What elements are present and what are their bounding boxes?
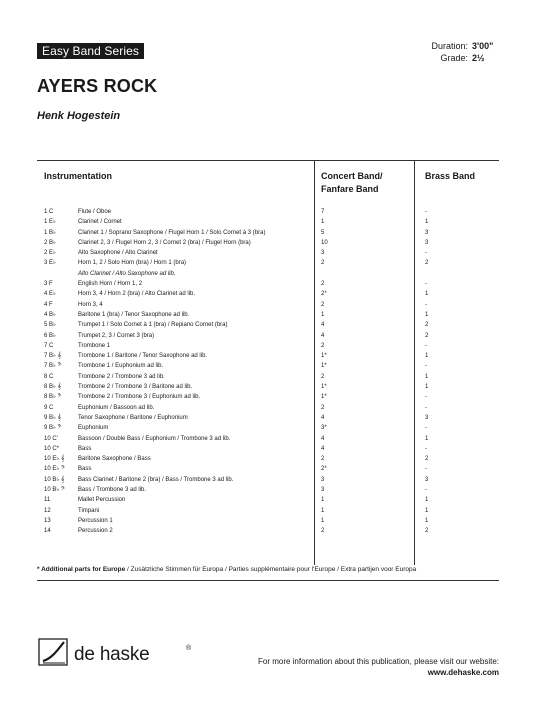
logo-registered-mark: ®	[186, 645, 192, 652]
concert-band-count: 2	[321, 373, 325, 380]
brass-band-count: 2	[425, 332, 429, 339]
brass-band-count: 2	[425, 322, 429, 329]
brass-band-count: 1	[425, 373, 429, 380]
footnote	[37, 566, 416, 573]
part-number: 8 C	[44, 373, 54, 380]
concert-band-count: 4	[321, 332, 325, 339]
grade-label: Grade:	[440, 53, 468, 63]
concert-band-count: 3	[321, 476, 325, 483]
concert-band-count: 2	[321, 342, 325, 349]
brass-band-count: -	[425, 404, 427, 411]
concert-band-count: 10	[321, 239, 328, 246]
instrument-name: Trombone 1 / Euphonium ad lib.	[78, 363, 164, 370]
instrument-name: Percussion 2	[78, 528, 113, 535]
piece-title: AYERS ROCK	[37, 76, 158, 96]
table-row	[0, 382, 533, 392]
table-row	[0, 475, 533, 485]
duration-value: 3'00"	[472, 41, 494, 51]
concert-band-count: 1	[321, 311, 325, 318]
brass-band-count: 1	[425, 517, 429, 524]
brass-band-count: -	[425, 342, 427, 349]
more-info	[200, 656, 499, 678]
part-number: 2 E♭	[44, 250, 56, 257]
part-number: 7 B♭ 𝄞	[44, 353, 62, 360]
brass-band-count: -	[425, 425, 427, 432]
part-number: 13	[44, 517, 51, 524]
concert-band-count: 4	[321, 445, 325, 452]
table-row-note	[0, 269, 533, 279]
instrument-name: Horn 1, 2 / Solo Horn (bra) / Horn 1 (bra)	[78, 260, 187, 267]
table-row	[0, 248, 533, 258]
part-number: 4 F	[44, 301, 53, 308]
brass-band-count: -	[425, 445, 427, 452]
concert-band-count: 1*	[321, 384, 327, 391]
instrument-name: Baritone Saxophone / Bass	[78, 456, 151, 463]
piece-metadata	[400, 40, 500, 64]
part-number: 1 E♭	[44, 219, 56, 226]
table-row	[0, 495, 533, 505]
concert-band-count: 2	[321, 301, 325, 308]
grade-value: 2½	[472, 53, 485, 63]
brass-band-count: 1	[425, 497, 429, 504]
brass-band-count: 1	[425, 291, 429, 298]
brass-band-count: -	[425, 281, 427, 288]
part-number: 3 F	[44, 281, 53, 288]
brass-band-count: 3	[425, 476, 429, 483]
part-number: 10 C*	[44, 445, 60, 452]
concert-band-count: 4	[321, 322, 325, 329]
table-row	[0, 289, 533, 299]
part-number: 4 E♭	[44, 291, 56, 298]
instrument-name: Trumpet 2, 3 / Cornet 3 (bra)	[78, 332, 155, 339]
instrument-name: Mallet Percussion	[78, 497, 126, 504]
table-row	[0, 485, 533, 495]
table-row	[0, 454, 533, 464]
part-number: 8 B♭ 𝄞	[44, 384, 62, 391]
instrument-name: Trombone 2 / Trombone 3 ad lib.	[78, 373, 165, 380]
instrument-name: Bass / Trombone 3 ad lib.	[78, 487, 147, 494]
concert-band-count: 2*	[321, 466, 327, 473]
table-row	[0, 217, 533, 227]
concert-band-count: 7	[321, 209, 325, 215]
instrument-name: Bass	[78, 466, 92, 473]
logo-wordmark: de haske	[74, 644, 150, 665]
brass-band-count: 1	[425, 353, 429, 360]
table-row	[0, 207, 533, 217]
instrument-name: English Horn / Horn 1, 2	[78, 281, 143, 288]
part-number: 3 E♭	[44, 260, 56, 267]
concert-band-count: 3	[321, 487, 325, 494]
brass-band-count: 1	[425, 384, 429, 391]
instrument-name: Trumpet 1 / Solo Cornet à 1 (bra) / Repiano Cornet (bra)	[78, 322, 228, 329]
instrument-name: Euphonium	[78, 425, 109, 432]
duration-label: Duration:	[431, 41, 468, 51]
instrument-name: Euphonium / Bassoon ad lib.	[78, 404, 155, 411]
table-row	[0, 331, 533, 341]
brass-band-count: 1	[425, 311, 429, 318]
instrument-name: Alto Saxophone / Alto Clarinet	[78, 250, 158, 257]
instrument-name: Clarinet / Cornet	[78, 219, 122, 226]
brass-band-count: 1	[425, 507, 429, 514]
part-number: 11	[44, 497, 51, 504]
concert-band-count: 2	[321, 528, 325, 535]
concert-band-count: 2	[321, 456, 325, 463]
website-link[interactable]: www.dehaske.com	[427, 668, 499, 677]
header-concert-line1: Concert Band/	[321, 171, 383, 181]
instrument-name: Tenor Saxophone / Baritone / Euphonium	[78, 414, 188, 421]
part-number: 9 B♭ 𝄢	[44, 425, 62, 432]
concert-band-count: 1	[321, 497, 325, 504]
brass-band-count: -	[425, 250, 427, 257]
brass-band-count: 3	[425, 229, 429, 236]
concert-band-count: 3	[321, 250, 325, 257]
brass-band-count: -	[425, 209, 427, 215]
table-row	[0, 464, 533, 474]
brass-band-count: 1	[425, 435, 429, 442]
table-row	[0, 413, 533, 423]
part-number: 6 B♭	[44, 332, 56, 339]
part-number: 10 C'	[44, 435, 58, 442]
concert-band-count: 1*	[321, 394, 327, 401]
part-number: 1 C	[44, 209, 54, 215]
concert-band-count: 1	[321, 219, 325, 226]
part-number: 10 E♭ 𝄞	[44, 456, 65, 463]
table-bottom-rule	[37, 580, 499, 581]
concert-band-count: 4	[321, 435, 325, 442]
table-row	[0, 403, 533, 413]
instrument-name: Bassoon / Double Bass / Euphonium / Trombone 3 ad lib.	[78, 435, 231, 442]
table-row	[0, 279, 533, 289]
brass-band-count: -	[425, 487, 427, 494]
instrument-name: Percussion 1	[78, 517, 113, 524]
instrumentation-table	[0, 207, 533, 537]
brass-band-count: -	[425, 394, 427, 401]
brass-band-count: 2	[425, 456, 429, 463]
more-info-text: For more information about this publication, please visit our website:	[257, 657, 499, 666]
concert-band-count: 3*	[321, 425, 327, 432]
instrument-name: Clarinet 1 / Soprano Saxophone / Flugel Horn 1 / Solo Cornet à 3 (bra)	[78, 229, 266, 236]
table-row	[0, 228, 533, 238]
part-number: 10 B♭ 𝄢	[44, 487, 65, 494]
part-number: 7 B♭ 𝄢	[44, 363, 62, 370]
part-number: 14	[44, 528, 51, 535]
table-row	[0, 372, 533, 382]
table-row	[0, 320, 533, 330]
concert-band-count: 1*	[321, 363, 327, 370]
instrument-name: Trombone 2 / Trombone 3 / Baritone ad lib.	[78, 384, 193, 391]
table-row	[0, 516, 533, 526]
part-number: 10 E♭ 𝄢	[44, 466, 65, 473]
concert-band-count: 4	[321, 414, 325, 421]
table-row	[0, 526, 533, 536]
part-number: 8 B♭ 𝄢	[44, 394, 62, 401]
instrument-name: Alto Clarinet / Alto Saxophone ad lib.	[78, 270, 176, 277]
brass-band-count: 3	[425, 414, 429, 421]
part-number: 10 B♭ 𝄞	[44, 476, 65, 483]
header-concert-line2: Fanfare Band	[321, 184, 379, 194]
part-number: 1 B♭	[44, 229, 56, 236]
instrument-name: Trombone 1	[78, 342, 111, 349]
header-brass-band: Brass Band	[425, 171, 476, 181]
concert-band-count: 2	[321, 281, 325, 288]
part-number: 2 B♭	[44, 239, 56, 246]
table-row	[0, 300, 533, 310]
instrument-name: Bass Clarinet / Baritone 2 (bra) / Bass / Trombone 3 ad lib.	[78, 476, 234, 483]
table-row	[0, 351, 533, 361]
brass-band-count: 2	[425, 528, 429, 535]
footnote-bold: * Additional parts for Europe	[37, 566, 126, 573]
table-row	[0, 423, 533, 433]
footnote-rest: / Zusätzliche Stimmen für Europa / Parties supplémentaire pour l'Europe / Extra partijen voor Europa	[125, 566, 417, 573]
brass-band-count: 3	[425, 239, 429, 246]
instrument-name: Trombone 1 / Baritone / Tenor Saxophone ad lib.	[78, 353, 208, 360]
part-number: 5 B♭	[44, 322, 56, 329]
table-row	[0, 506, 533, 516]
table-row	[0, 310, 533, 320]
instrument-name: Trombone 2 / Trombone 3 / Euphonium ad lib.	[78, 394, 201, 401]
concert-band-count: 1	[321, 507, 325, 514]
brass-band-count: -	[425, 466, 427, 473]
table-row	[0, 341, 533, 351]
part-number: 9 C	[44, 404, 54, 411]
table-row	[0, 392, 533, 402]
instrument-name: Flute / Oboe	[78, 209, 112, 215]
concert-band-count: 2	[321, 404, 325, 411]
instrument-name: Baritone 1 (bra) / Tenor Saxophone ad lib.	[78, 311, 190, 318]
concert-band-count: 1	[321, 517, 325, 524]
concert-band-count: 2*	[321, 291, 327, 298]
part-number: 7 C	[44, 342, 54, 349]
concert-band-count: 2	[321, 260, 325, 267]
instrument-name: Clarinet 2, 3 / Flugel Horn 2, 3 / Cornet 2 (bra) / Flugel Horn (bra)	[78, 239, 251, 246]
instrument-name: Horn 3, 4 / Horn 2 (bra) / Alto Clarinet ad lib.	[78, 291, 196, 298]
part-number: 4 B♭	[44, 311, 56, 318]
instrument-name: Bass	[78, 445, 92, 452]
instrument-name: Timpani	[78, 507, 100, 514]
series-badge: Easy Band Series	[37, 43, 144, 59]
table-row	[0, 238, 533, 248]
table-row	[0, 361, 533, 371]
composer-name: Henk Hogestein	[37, 110, 121, 122]
table-row	[0, 434, 533, 444]
concert-band-count: 5	[321, 229, 325, 236]
instrument-name: Horn 3, 4	[78, 301, 103, 308]
part-number: 9 B♭ 𝄞	[44, 414, 62, 421]
table-row	[0, 444, 533, 454]
header-instrumentation: Instrumentation	[44, 171, 113, 181]
brass-band-count: 1	[425, 219, 429, 226]
table-row	[0, 258, 533, 268]
brass-band-count: -	[425, 301, 427, 308]
brass-band-count: -	[425, 363, 427, 370]
table-top-rule	[37, 160, 499, 161]
brass-band-count: 2	[425, 260, 429, 267]
concert-band-count: 1*	[321, 353, 327, 360]
part-number: 12	[44, 507, 51, 514]
header-concert-band	[321, 170, 383, 196]
